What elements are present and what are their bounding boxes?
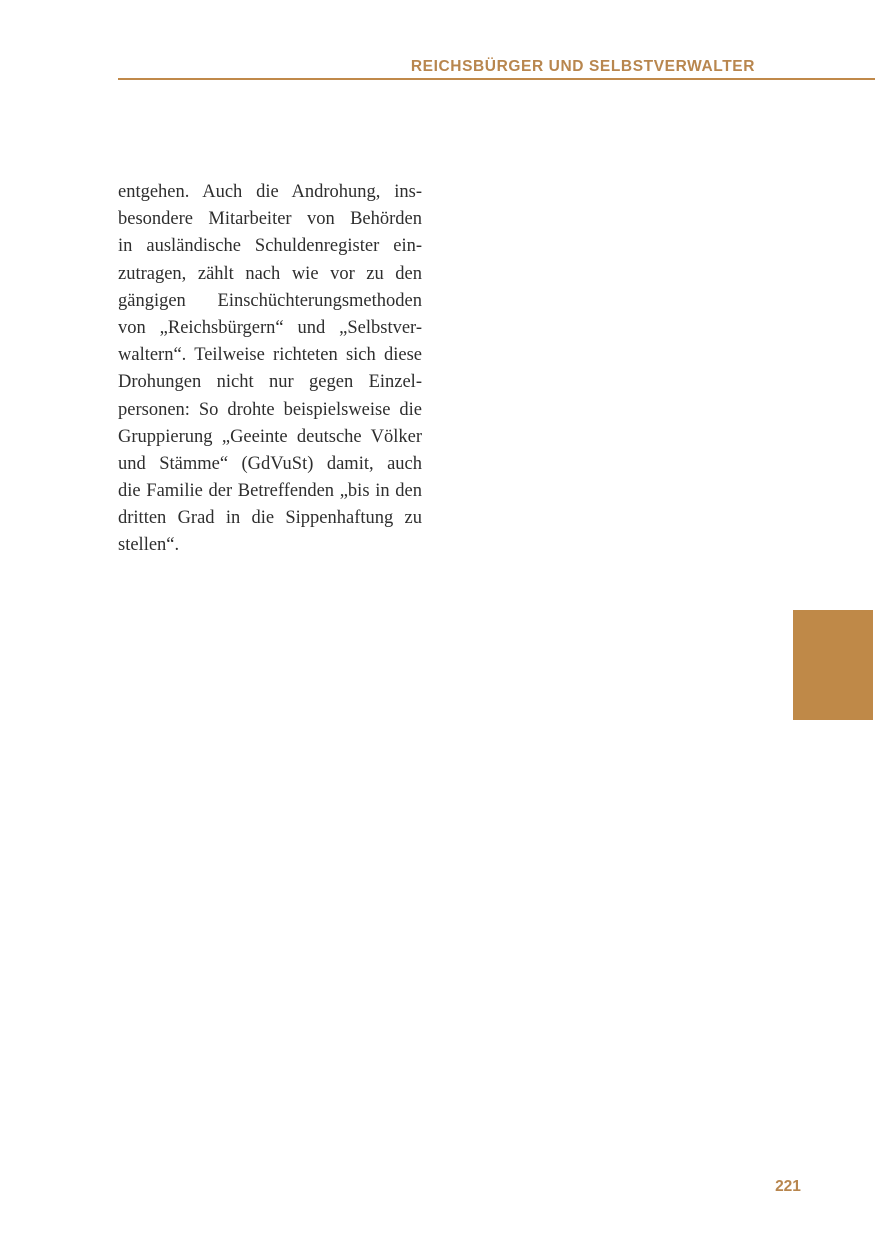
body-line: personen: So drohte beispielsweise die [118,399,422,420]
running-header [118,57,875,80]
section-tab-marker [793,610,873,720]
body-line: Gruppierung „Geeinte deutsche Völker [118,426,422,447]
body-line: besondere Mitarbeiter von Behörden [118,209,422,230]
body-line: entgehen. Auch die Androhung, ins- [118,182,422,202]
body-line: stellen“. [118,535,180,556]
body-line: dritten Grad in die Sippenhaftung zu [118,508,422,529]
body-line: von „Reichsbürgern“ und „Selbstver- [118,317,422,338]
running-header-title: REICHSBÜRGER UND SELBSTVERWALTER [410,58,755,75]
body-line: zutragen, zählt nach wie vor zu den [118,263,422,284]
body-line: gängigen Einschüchterungsmethoden [118,290,422,311]
body-line: Drohungen nicht nur gegen Einzel- [118,372,422,393]
body-line: und Stämme“ (GdVuSt) damit, auch [118,453,422,474]
body-line: die Familie der Betreffenden „bis in den [118,481,422,502]
body-line: waltern“. Teilweise richteten sich diese [118,345,422,366]
body-text [118,179,422,560]
body-line: in ausländische Schuldenregister ein- [118,236,422,257]
page-number: 221 [775,1178,801,1195]
